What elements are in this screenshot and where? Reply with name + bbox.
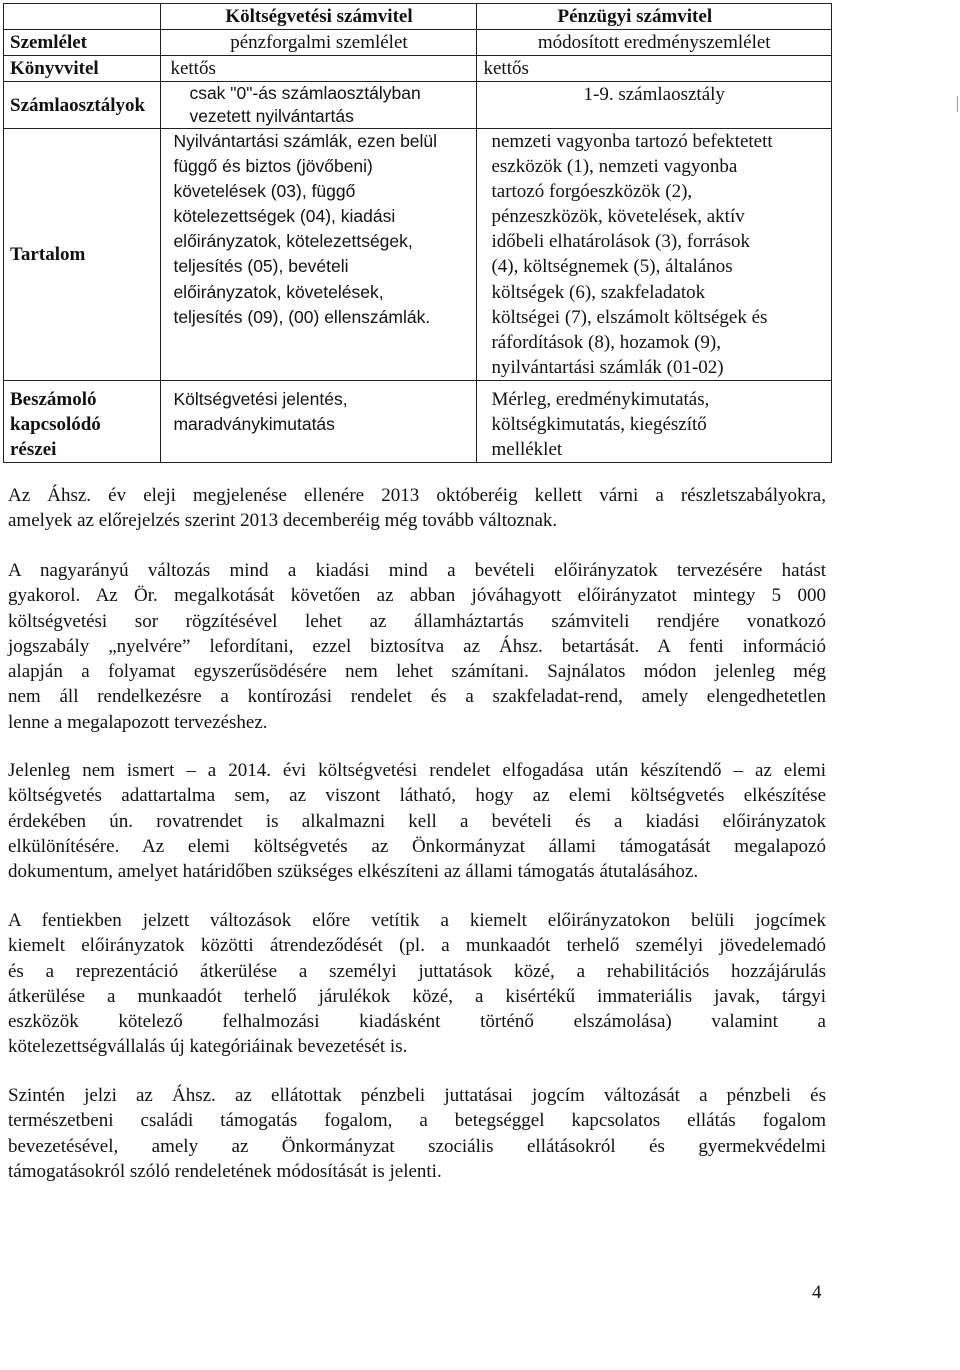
- paragraph-2: [8, 558, 826, 735]
- table-cell: kettős: [477, 56, 832, 82]
- table-cell: [161, 129, 477, 381]
- text-line: költségvetési sor rögzítésével lehet az államháztartás számviteli rendjére vonatkozó: [8, 610, 826, 632]
- text-line: alapján a folyamat egyszerűsödésére nem lehet számítani. Sajnálatos módon jelenleg még: [8, 661, 826, 683]
- label-line: kapcsolódó: [10, 413, 101, 435]
- text-line: átkerülése a munkaadót terhelő járulékok közé, a kisértékű immateriális javak, tárgyi: [8, 985, 826, 1007]
- text-line: költségvetés adattartalma sem, az viszont látható, hogy az elemi költségvetés elkészítése: [8, 785, 826, 807]
- text-line: dokumentum, amelyet határidőben szükséges elkészíteni az állami támogatás átutalásához.: [8, 861, 699, 883]
- text-line: jogszabály „nyelvére” lefordítani, ezzel biztosítva az Áhsz. betartását. A fenti információ: [8, 635, 826, 657]
- table-cell: [477, 129, 832, 381]
- text-line: természetbeni családi támogatás fogalom, a betegséggel kapcsolatos ellátás fogalom: [8, 1110, 826, 1132]
- text-line: A fentiekben jelzett változások előre vetítik a kiemelt előirányzatokon belüli jogcímek: [8, 910, 826, 931]
- cell-line: melléklet: [491, 438, 563, 460]
- paragraph-5: [8, 1083, 826, 1184]
- text-line: Az Áhsz. év eleji megjelenése ellenére 2013 októberéig kellett várni a részletszabályokra,: [8, 485, 826, 506]
- text-line: eszközök kötelező felhalmozási kiadásként történő elszámolása) valamint a: [8, 1011, 826, 1033]
- table-row: [4, 129, 832, 381]
- cell-line: nyilvántartási számlák (01-02): [491, 356, 724, 378]
- cell-line: csak "0"-ás számlaosztályban: [189, 83, 421, 103]
- text-line: támogatásokról szóló rendeletének módosítását is jelenti.: [8, 1160, 442, 1182]
- text-line: érdekében ún. rovatrendet is alkalmazni kell a bevételi és a kiadási előirányzatok: [8, 810, 826, 832]
- paragraph-3: [8, 758, 826, 884]
- table-row: [4, 82, 832, 129]
- text-line: kötelezettségvállalás új kategóriáinak bevezetését is.: [8, 1036, 408, 1058]
- cell-line: időbeli elhatárolások (3), források: [491, 231, 751, 253]
- row-label: Tartalom: [4, 129, 161, 381]
- table-cell: [161, 380, 477, 462]
- cell-line: teljesítés (09), (00) ellenszámlák.: [173, 306, 431, 327]
- cell-line: függő és biztos (jövőbeni): [173, 156, 373, 177]
- table-cell: módosított eredményszemlélet: [477, 30, 832, 56]
- text-line: amelyek az előrejelzés szerint 2013 decemberéig még tovább változnak.: [8, 510, 558, 532]
- text-line: kiemelt előirányzatok közötti átrendeződését (pl. a munkaadót terhelő személyi jövedelemadó: [8, 935, 826, 957]
- cell-line: pénzeszközök, követelések, aktív: [491, 206, 745, 228]
- cell-line: követelések (03), függő: [173, 181, 356, 202]
- cell-line: előirányzatok, kötelezettségek,: [173, 231, 413, 252]
- cell-line: tartozó forgóeszközök (2),: [491, 181, 693, 203]
- table-row: [4, 30, 832, 56]
- cell-line: költségei (7), elszámolt költségek és: [491, 306, 768, 328]
- table-row: [4, 56, 832, 82]
- cell-line: teljesítés (05), bevételi: [173, 256, 349, 277]
- table-cell: [477, 380, 832, 462]
- label-line: Beszámoló: [10, 388, 97, 410]
- table-cell: [161, 82, 477, 129]
- cell-line: Mérleg, eredménykimutatás,: [491, 388, 710, 410]
- row-label: Szemlélet: [4, 30, 161, 56]
- text-line: A nagyarányú változás mind a kiadási mind a bevételi előirányzatok tervezésére hatást: [8, 560, 826, 581]
- row-label: Számlaosztályok: [4, 82, 161, 129]
- cell-line: ráfordítások (8), hozamok (9),: [491, 331, 721, 353]
- table-cell: 1-9. számlaosztály: [477, 82, 832, 129]
- cell-line: költségek (6), szakfeladatok: [491, 281, 706, 303]
- cell-line: kötelezettségek (04), kiadási: [173, 206, 396, 227]
- cell-line: vezetett nyilvántartás: [189, 106, 354, 126]
- cell-line: eszközök (1), nemzeti vagyonba: [491, 156, 738, 178]
- text-line: Jelenleg nem ismert – a 2014. évi költségvetési rendelet elfogadása után készítendő – az elemi: [8, 760, 826, 781]
- table-cell: kettős: [161, 56, 477, 82]
- text-line: elkülönítésére. Az elemi költségvetés az Önkormányzat állami támogatását megalapozó: [8, 835, 826, 857]
- row-label: [4, 380, 161, 462]
- row-label: Könyvvitel: [4, 56, 161, 82]
- text-line: gyakorol. Az Ör. megalkotását követően az abban jóváhagyott előirányzatot mintegy 5 000: [8, 585, 826, 607]
- cell-line: előirányzatok, követelések,: [173, 281, 384, 302]
- table-header-row: [4, 4, 832, 30]
- paragraph-4: [8, 908, 826, 1060]
- text-line: nem áll rendelkezésre a kontírozási rendelet és a szakfeladat-rend, amely elengedhetetlen: [8, 686, 826, 708]
- comparison-table: [3, 3, 832, 463]
- header-cell-empty: [4, 4, 161, 30]
- text-line: és a reprezentáció átkerülése a személyi juttatások közé, a rehabilitációs hozzájárulás: [8, 960, 826, 982]
- label-line: részei: [10, 438, 57, 460]
- text-line: Szintén jelzi az Áhsz. az ellátottak pénzbeli juttatásai jogcím változását a pénzbeli és: [8, 1085, 826, 1106]
- cell-line: maradványkimutatás: [173, 413, 335, 434]
- table-row: [4, 380, 832, 462]
- cell-line: nemzeti vagyonba tartozó befektetett: [491, 131, 773, 152]
- cell-line: Költségvetési jelentés,: [173, 388, 348, 409]
- header-budget-accounting: Költségvetési számvitel: [161, 4, 477, 30]
- page-number: 4: [812, 1282, 822, 1303]
- text-line: bevezetésével, amely az Önkormányzat szociális ellátásokról és gyermekvédelmi: [8, 1135, 826, 1157]
- header-financial-accounting: Pénzügyi számvitel: [477, 4, 832, 30]
- cell-line: Nyilvántartási számlák, ezen belül: [173, 131, 438, 151]
- cell-line: (4), költségnemek (5), általános: [491, 256, 733, 278]
- table-cell: pénzforgalmi szemlélet: [161, 30, 477, 56]
- text-line: lenne a megalapozott tervezéshez.: [8, 711, 268, 733]
- cell-line: költségkimutatás, kiegészítő: [491, 413, 707, 435]
- scan-artifact-line: [957, 96, 958, 112]
- paragraph-1: [8, 483, 826, 534]
